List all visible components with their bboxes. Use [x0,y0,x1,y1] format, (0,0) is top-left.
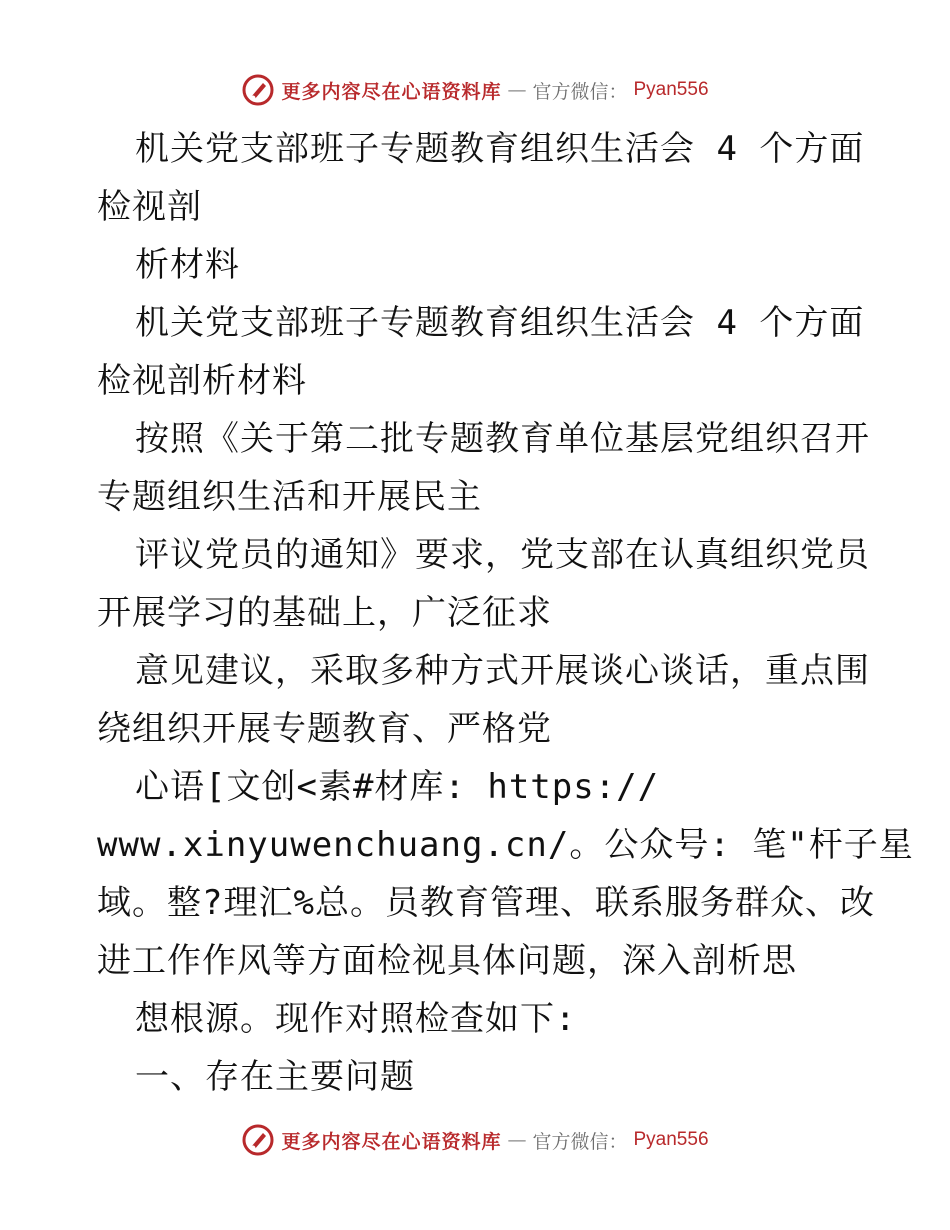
header-banner [0,70,950,110]
paragraph-line: 意见建议，采取多种方式开展谈心谈话，重点围 [135,651,870,691]
title-line-1: 机关党支部班子专题教育组织生活会 4 个方面 [135,129,865,169]
subtitle-line-1: 机关党支部班子专题教育组织生活会 4 个方面 [135,303,865,343]
banner-wechat-id: Pyan556 [633,79,709,100]
document-body [97,120,914,1106]
paragraph-line: 评议党员的通知》要求，党支部在认真组织党员 [135,535,870,575]
banner-wechat-label: 官方微信： [532,80,628,103]
subtitle-line-2: 检视剖析材料 [97,361,307,401]
title-line-3: 析材料 [135,245,240,285]
banner-separator: — [507,79,527,101]
paragraph-line: 想根源。现作对照检查如下: [135,999,577,1039]
pen-nib-logo-icon [241,1123,275,1157]
banner-text: 更多内容尽在心语资料库 [281,80,502,103]
paragraph-line: 开展学习的基础上，广泛征求 [97,593,552,633]
paragraph-line: 域。整?理汇%总。员教育管理、联系服务群众、改 [97,883,875,923]
paragraph-line: 按照《关于第二批专题教育单位基层党组织召开 [135,419,870,459]
paragraph-line: 进工作作风等方面检视具体问题，深入剖析思 [97,941,797,981]
banner-separator: — [507,1129,527,1151]
paragraph-line: 绕组织开展专题教育、严格党 [97,709,552,749]
section-heading: 一、存在主要问题 [135,1057,415,1097]
banner-wechat-label: 官方微信： [532,1130,628,1153]
title-line-2: 检视剖 [97,187,202,227]
paragraph-line: 专题组织生活和开展民主 [97,477,482,517]
banner-text: 更多内容尽在心语资料库 [281,1130,502,1153]
paragraph-line: www.xinyuwenchuang.cn/。公众号: 笔"杆子星 [97,825,914,865]
footer-banner [0,1120,950,1160]
pen-nib-logo-icon [241,73,275,107]
banner-wechat-id: Pyan556 [633,1129,709,1150]
paragraph-line: 心语[文创<素#材库: https:// [135,767,660,807]
